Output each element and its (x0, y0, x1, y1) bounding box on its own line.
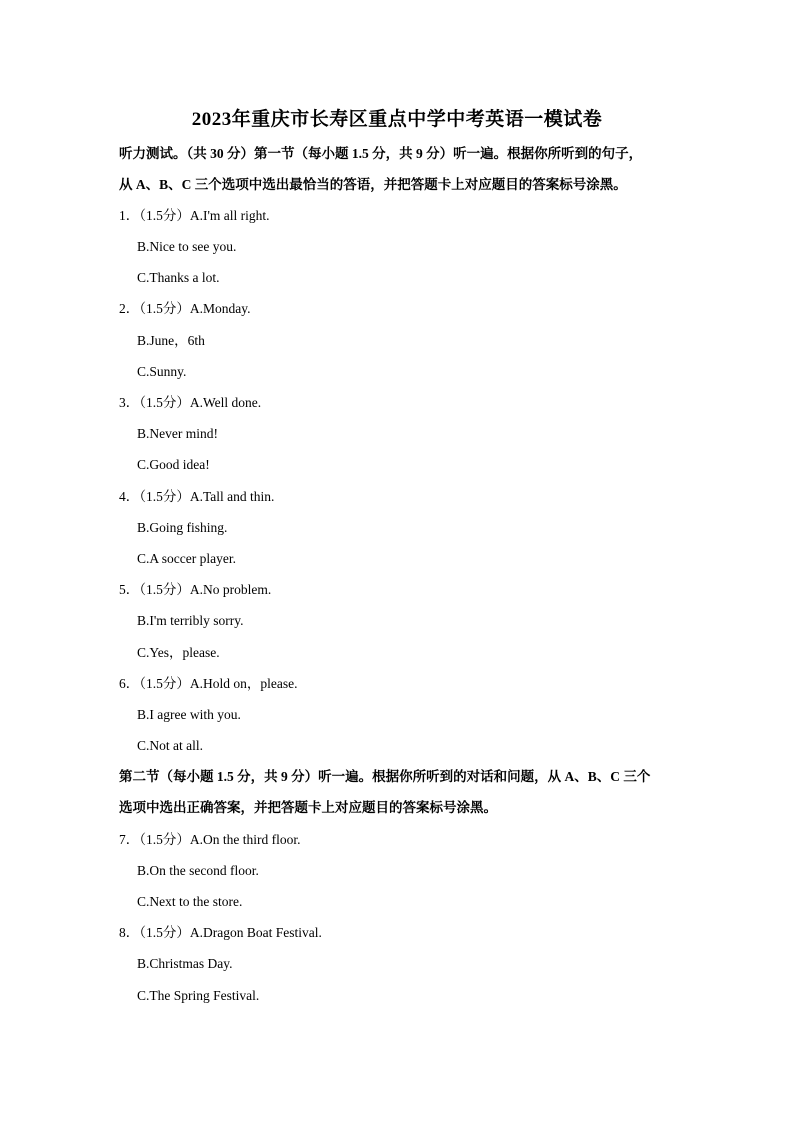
question-6-option-b: B.I agree with you. (137, 707, 241, 722)
question-5-option-b: B.I'm terribly sorry. (137, 613, 244, 628)
question-6-stem: 6．（1.5分）A.Hold on，please. (119, 676, 298, 691)
question-7-option-b: B.On the second floor. (137, 863, 259, 878)
question-3-option-c: C.Good idea! (137, 457, 210, 472)
question-1-option-b: B.Nice to see you. (137, 239, 237, 254)
question-3-option-b: B.Never mind! (137, 426, 218, 441)
section-1-instructions-line-2: 从 A、B、C 三个选项中选出最恰当的答语，并把答题卡上对应题目的答案标号涂黑。 (119, 177, 627, 192)
section-1-instructions-line-1: 听力测试。（共 30 分）第一节（每小题 1.5 分，共 9 分）听一遍。根据你所听到的句子， (119, 146, 643, 161)
page-title: 2023年重庆市长寿区重点中学中考英语一模试卷 (191, 109, 603, 130)
section-2-instructions-line-1: 第二节（每小题 1.5 分，共 9 分）听一遍。根据你所听到的对话和问题，从 A、B、C 三个 (119, 769, 651, 784)
question-6-option-c: C.Not at all. (137, 738, 203, 753)
question-8-stem: 8．（1.5分）A.Dragon Boat Festival. (119, 925, 322, 940)
question-4-stem: 4．（1.5分）A.Tall and thin. (119, 489, 275, 504)
question-8-option-c: C.The Spring Festival. (137, 988, 260, 1003)
question-3-stem: 3．（1.5分）A.Well done. (119, 395, 262, 410)
question-1-stem: 1．（1.5分）A.I'm all right. (119, 208, 270, 223)
question-7-option-c: C.Next to the store. (137, 894, 243, 909)
question-8-option-b: B.Christmas Day. (137, 956, 233, 971)
question-1-option-c: C.Thanks a lot. (137, 270, 220, 285)
section-2-instructions-line-2: 选项中选出正确答案，并把答题卡上对应题目的答案标号涂黑。 (119, 800, 497, 815)
question-7-stem: 7．（1.5分）A.On the third floor. (119, 832, 301, 847)
question-2-stem: 2．（1.5分）A.Monday. (119, 301, 251, 316)
question-2-option-b: B.June，6th (137, 333, 205, 348)
question-5-stem: 5．（1.5分）A.No problem. (119, 582, 272, 597)
question-2-option-c: C.Sunny. (137, 364, 187, 379)
question-5-option-c: C.Yes，please. (137, 645, 220, 660)
question-4-option-c: C.A soccer player. (137, 551, 236, 566)
question-4-option-b: B.Going fishing. (137, 520, 228, 535)
